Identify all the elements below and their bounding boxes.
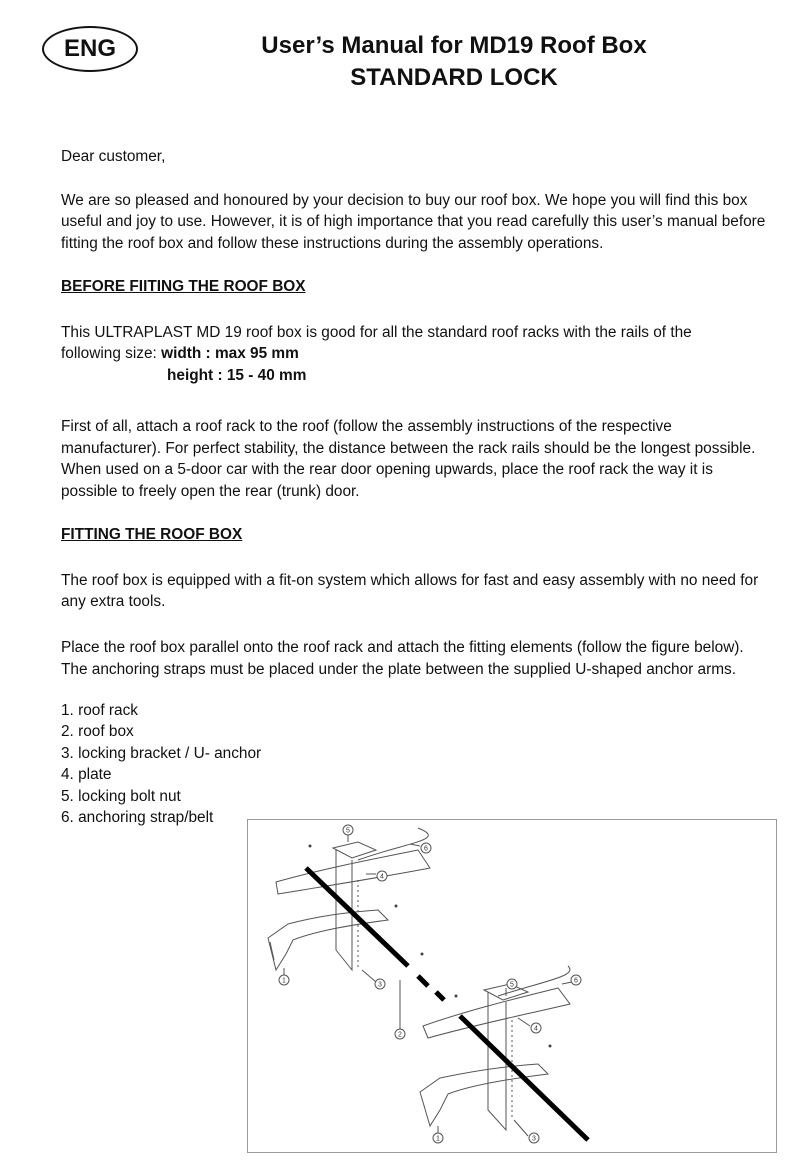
callout-label: 3 xyxy=(378,981,382,989)
title-line-2: STANDARD LOCK xyxy=(350,64,558,91)
callout-label: 2 xyxy=(398,1031,402,1039)
callout-label: 4 xyxy=(380,873,384,881)
callout-label: 1 xyxy=(282,977,286,985)
parts-list-item: 2. roof box xyxy=(61,723,134,740)
page-title xyxy=(180,30,728,94)
section-heading-before-fitting: BEFORE FIITING THE ROOF BOX xyxy=(61,278,306,295)
spec-width-row xyxy=(61,343,773,365)
spec-height-row xyxy=(61,365,773,387)
intro-paragraph: We are so pleased and honoured by your decision to buy our roof box. We hope you will find this box useful and joy to use. However, it is of high importance that you read carefully this user’s manual before fitting the roof box and follow these instructions during the assembly operations. xyxy=(61,191,766,252)
lower-rack-rail xyxy=(423,988,570,1038)
parts-list-item: 5. locking bolt nut xyxy=(61,787,181,805)
fitting-paragraph-2: Place the roof box parallel onto the roof rack and attach the fitting elements (follow the figure below). The anchoring straps must be placed under the plate between the supplied U-shaped anchor arms. xyxy=(61,638,744,678)
parts-list-item: 6. anchoring strap/belt xyxy=(61,809,214,826)
callout-label: 4 xyxy=(534,1025,538,1033)
callout-label: 6 xyxy=(574,977,578,985)
lower-rack-foot xyxy=(420,1064,548,1126)
compatibility-line: This ULTRAPLAST MD 19 roof box is good for all the standard roof racks with the rails of the xyxy=(61,323,692,341)
upper-rack-rail xyxy=(276,850,430,894)
parts-list-item: 3. locking bracket / U- anchor xyxy=(61,744,262,762)
assembly-diagram xyxy=(248,820,776,1152)
title-line-1: User’s Manual for MD19 Roof Box xyxy=(261,32,647,59)
greeting: Dear customer, xyxy=(61,148,166,165)
fitting-paragraph-1: The roof box is equipped with a fit-on system which allows for fast and easy assembly with no need for any extra tools. xyxy=(61,571,759,610)
manual-body xyxy=(61,146,773,829)
callout-label: 5 xyxy=(510,981,514,989)
roof-box-edge-lower xyxy=(460,1016,588,1140)
language-badge: ENG xyxy=(42,26,138,72)
assembly-figure xyxy=(247,819,777,1153)
upper-rack-foot xyxy=(268,910,388,970)
spec-prefix: following size: xyxy=(61,345,162,362)
section-heading-fitting: FITTING THE ROOF BOX xyxy=(61,526,243,543)
parts-list-item: 4. plate xyxy=(61,766,112,783)
parts-list-item: 1. roof rack xyxy=(61,701,138,719)
roof-rack-paragraph: First of all, attach a roof rack to the roof (follow the assembly instructions of the respective manufacturer). For perfect stability, the distance between the rack rails should be the longest possible. When used on a 5-door car with the rear door opening upwards, place the roof rack the way it is possible to freely open the rear (trunk) door. xyxy=(61,418,756,500)
callout-label: 3 xyxy=(532,1135,536,1143)
callout-label: 6 xyxy=(424,845,428,853)
spec-height: height : 15 - 40 mm xyxy=(167,366,307,384)
callout-label: 1 xyxy=(436,1135,440,1143)
spec-width: width : max 95 mm xyxy=(161,345,299,362)
callout-label: 5 xyxy=(346,827,350,835)
